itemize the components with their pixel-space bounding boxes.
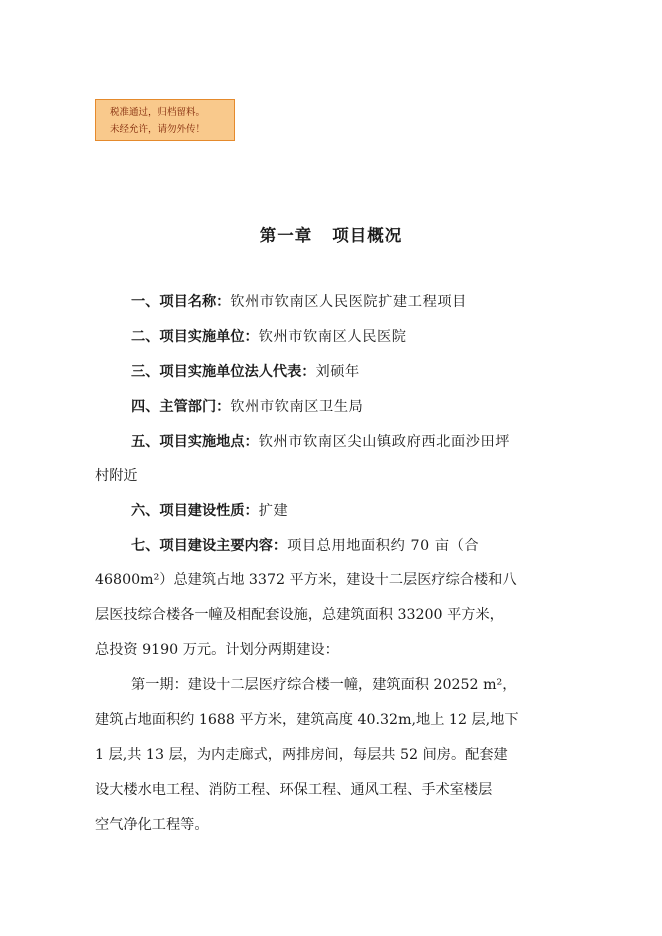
item-label: 三、项目实施单位法人代表： — [131, 364, 316, 380]
phase1-line: 建筑占地面积约 1688 平方米，建筑高度 40.32m,地上 12 层,地下 — [95, 712, 519, 728]
item-label: 七、项目建设主要内容： — [131, 538, 288, 554]
item-label: 六、项目建设性质： — [131, 503, 259, 519]
phase1-first-line: 第一期：建设十二层医疗综合楼一幢，建筑面积 20252 m²， — [131, 677, 517, 693]
phase1-line: 空气净化工程等。 — [95, 817, 209, 833]
phase1-line: 1 层,共 13 层，为内走廊式，两排房间，每层共 52 间房。配套建 — [95, 747, 508, 763]
item-label: 四、主管部门： — [131, 399, 231, 415]
item-competent-department — [131, 397, 575, 417]
item-value: 钦州市钦南区人民医院扩建工程项目 — [230, 294, 467, 310]
item-project-name — [131, 292, 575, 312]
chapter-title — [0, 222, 662, 246]
chapter-heading: 项目概况 — [332, 226, 403, 245]
content-line: 46800m²）总建筑占地 3372 平方米，建设十二层医疗综合楼和八 — [95, 572, 517, 588]
phase1-line: 设大楼水电工程、消防工程、环保工程、通风工程、手术室楼层 — [95, 782, 493, 798]
item-main-content — [131, 536, 575, 556]
item-location — [131, 432, 575, 452]
chapter-number: 第一章 — [259, 226, 313, 245]
watermark-stamp — [95, 99, 235, 141]
item-legal-representative — [131, 362, 575, 382]
item-construction-nature — [131, 501, 575, 521]
stamp-line-2: 未经允许，请勿外传！ — [110, 124, 206, 135]
item-value: 项目总用地面积约 70 亩（合 — [287, 538, 480, 554]
content-line: 层医技综合楼各一幢及相配套设施，总建筑面积 33200 平方米， — [95, 607, 504, 623]
item-implementing-unit — [131, 327, 575, 347]
item-label: 一、项目名称： — [131, 294, 231, 310]
item-value: 钦州市钦南区尖山镇政府西北面沙田坪 — [258, 434, 511, 450]
item-value: 刘硕年 — [315, 364, 360, 380]
content-line: 总投资 9190 万元。计划分两期建设： — [95, 642, 339, 658]
item-label: 五、项目实施地点： — [131, 434, 259, 450]
item-value: 扩建 — [258, 503, 289, 519]
item-value: 钦州市钦南区人民医院 — [258, 329, 407, 345]
item-label: 二、项目实施单位： — [131, 329, 259, 345]
stamp-line-1: 税准通过，归档留料。 — [110, 107, 206, 118]
item-location-continued: 村附近 — [95, 468, 138, 484]
item-value: 钦州市钦南区卫生局 — [230, 399, 364, 415]
